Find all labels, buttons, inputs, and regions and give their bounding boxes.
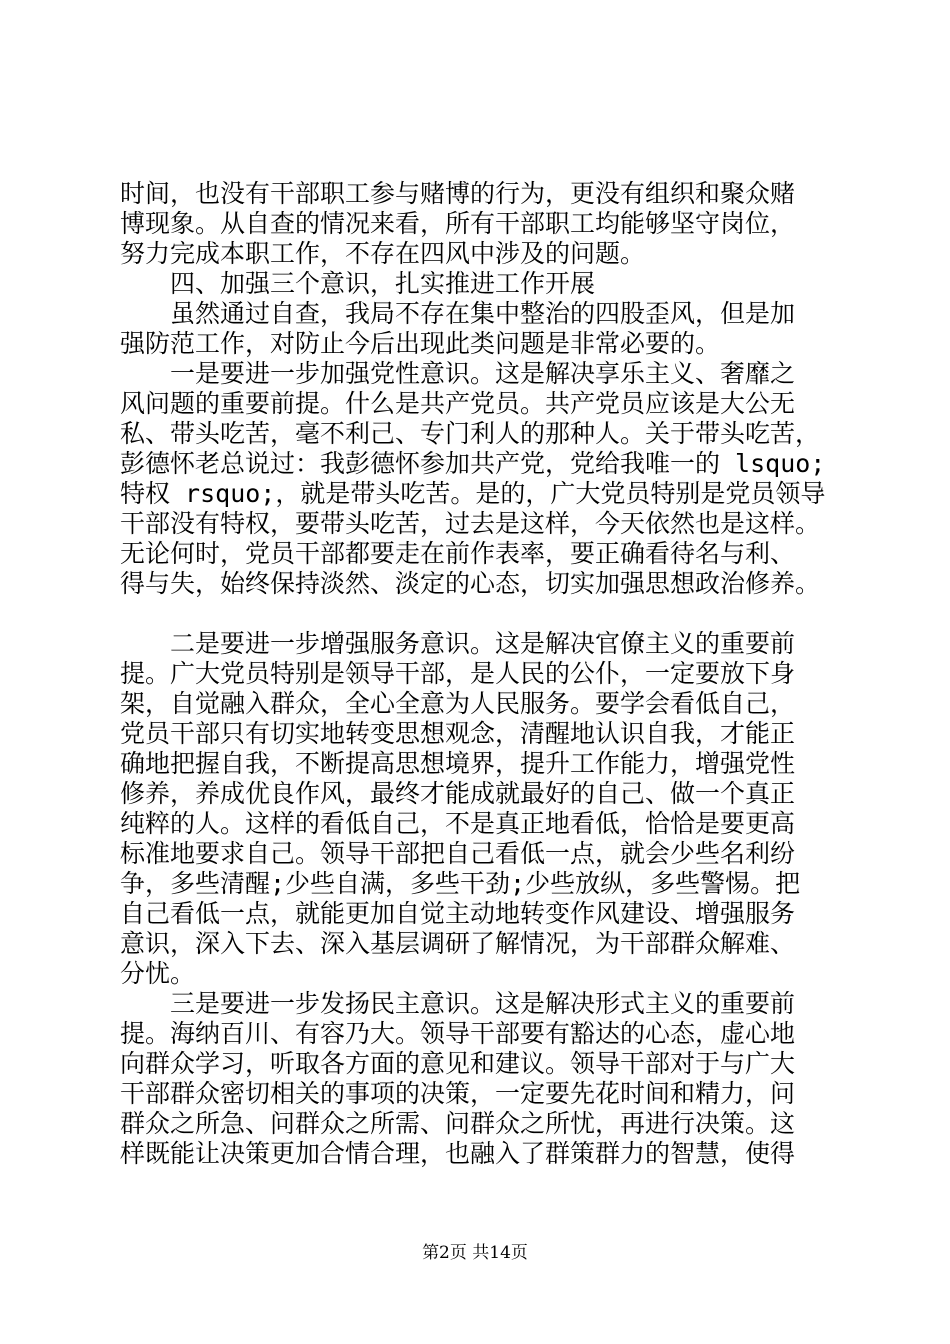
text-line-5: 虽然通过自查，我局不存在集中整治的四股歪风，但是加 [120,299,796,328]
text-line-2: 博现象。从自查的情况来看，所有干部职工均能够坚守岗位， [120,209,796,238]
text-line-29: 向群众学习，听取各方面的意见和建议。领导干部对于与广大 [120,1049,796,1078]
text-line-17: 架，自觉融入群众，全心全意为人民服务。要学会看低自己， [120,689,796,718]
text-line-10: 彭德怀老总说过：我彭德怀参加共产党，党给我唯一的 lsquo; [120,449,826,478]
text-line-30: 干部群众密切相关的事项的决策，一定要先花时间和精力，问 [120,1079,796,1108]
text-line-28: 提。海纳百川、有容乃大。领导干部要有豁达的心态，虚心地 [120,1019,796,1048]
text-line-1: 时间，也没有干部职工参与赌博的行为，更没有组织和聚众赌 [120,179,796,208]
page-footer: 第2页 共14页 [422,1243,528,1263]
text-line-14: 得与失，始终保持淡然、淡定的心态，切实加强思想政治修养。 [120,569,821,598]
text-line-15: 二是要进一步增强服务意识。这是解决官僚主义的重要前 [120,629,796,658]
text-line-18: 党员干部只有切实地转变思想观念，清醒地认识自我，才能正 [120,719,796,748]
section-heading: 四、加强三个意识，扎实推进工作开展 [120,269,596,298]
text-line-25: 意识，深入下去、深入基层调研了解情况，为干部群众解难、 [120,929,796,958]
text-line-16: 提。广大党员特别是领导干部，是人民的公仆，一定要放下身 [120,659,796,688]
text-line-21: 纯粹的人。这样的看低自己，不是真正地看低，恰恰是要更高 [120,809,796,838]
text-line-20: 修养，养成优良作风，最终才能成就最好的自己、做一个真正 [120,779,796,808]
text-line-32: 样既能让决策更加合情合理，也融入了群策群力的智慧，使得 [120,1139,796,1168]
text-line-13: 无论何时，党员干部都要走在前作表率，要正确看待名与利、 [120,539,796,568]
text-line-11: 特权 rsquo;，就是带头吃苦。是的，广大党员特别是党员领导 [120,479,826,508]
text-line-12: 干部没有特权，要带头吃苦，过去是这样，今天依然也是这样。 [120,509,821,538]
text-line-23: 争，多些清醒;少些自满，多些干劲;少些放纵，多些警惕。把 [120,869,801,898]
text-line-3: 努力完成本职工作，不存在四风中涉及的问题。 [120,239,646,268]
text-line-22: 标准地要求自己。领导干部把自己看低一点，就会少些名利纷 [120,839,796,868]
text-line-26: 分忧。 [120,959,196,988]
text-line-27: 三是要进一步发扬民主意识。这是解决形式主义的重要前 [120,989,796,1018]
text-line-19: 确地把握自我，不断提高思想境界，提升工作能力，增强党性 [120,749,796,778]
text-line-31: 群众之所急、问群众之所需、问群众之所忧，再进行决策。这 [120,1109,796,1138]
text-line-7: 一是要进一步加强党性意识。这是解决享乐主义、奢靡之 [120,359,796,388]
text-line-9: 私、带头吃苦，毫不利己、专门利人的那种人。关于带头吃苦， [120,419,821,448]
text-line-24: 自己看低一点，就能更加自觉主动地转变作风建设、增强服务 [120,899,796,928]
text-line-8: 风问题的重要前提。什么是共产党员。共产党员应该是大公无 [120,389,796,418]
text-line-6: 强防范工作，对防止今后出现此类问题是非常必要的。 [120,329,721,358]
